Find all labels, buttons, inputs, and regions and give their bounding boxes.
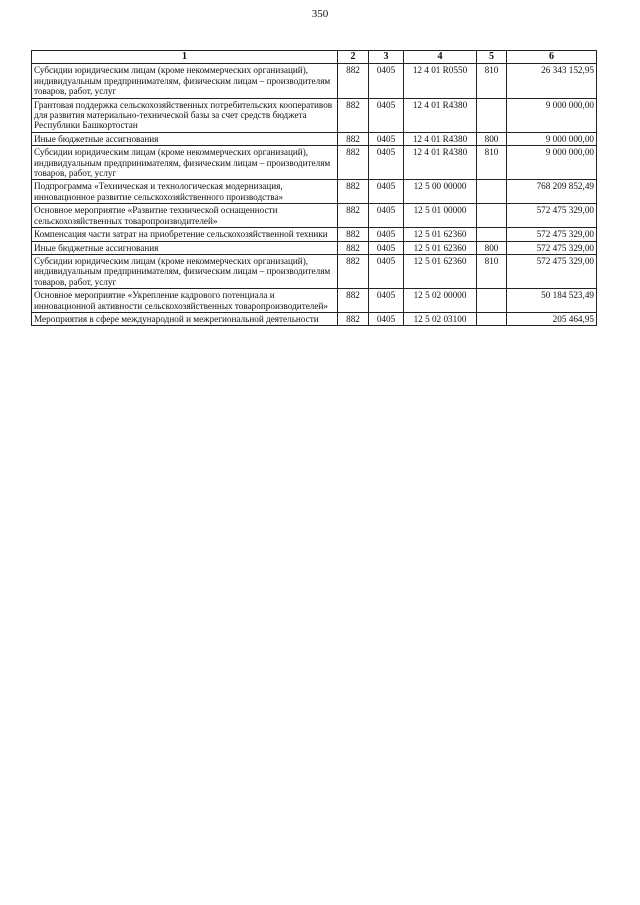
section-code-cell: 0405 <box>369 204 404 228</box>
row-name-cell: Мероприятия в сфере международной и межрегиональной деятельности <box>32 312 338 325</box>
amount-cell: 572 475 329,00 <box>507 228 597 241</box>
column-header: 4 <box>404 51 477 64</box>
expense-type-cell <box>477 228 507 241</box>
table-row <box>32 254 597 288</box>
ministry-code-cell: 882 <box>338 204 369 228</box>
table-row <box>32 180 597 204</box>
section-code-cell: 0405 <box>369 64 404 98</box>
target-article-cell: 12 5 01 00000 <box>404 204 477 228</box>
table-row <box>32 146 597 180</box>
ministry-code-cell: 882 <box>338 180 369 204</box>
table-row <box>32 204 597 228</box>
ministry-code-cell: 882 <box>338 228 369 241</box>
target-article-cell: 12 4 01 R4380 <box>404 132 477 145</box>
amount-cell: 768 209 852,49 <box>507 180 597 204</box>
row-name-cell: Субсидии юридическим лицам (кроме некоммерческих организаций), индивидуальным предпринимателям, физическим лицам – производителям товаров, работ, услуг <box>32 146 338 180</box>
section-code-cell: 0405 <box>369 98 404 132</box>
ministry-code-cell: 882 <box>338 289 369 313</box>
column-header: 2 <box>338 51 369 64</box>
column-header: 5 <box>477 51 507 64</box>
row-name-cell: Основное мероприятие «Развитие технической оснащенности сельскохозяйственных товаропроизводителей» <box>32 204 338 228</box>
ministry-code-cell: 882 <box>338 254 369 288</box>
ministry-code-cell: 882 <box>338 312 369 325</box>
target-article-cell: 12 5 00 00000 <box>404 180 477 204</box>
table-row <box>32 132 597 145</box>
ministry-code-cell: 882 <box>338 98 369 132</box>
row-name-cell: Иные бюджетные ассигнования <box>32 132 338 145</box>
column-header: 1 <box>32 51 338 64</box>
ministry-code-cell: 882 <box>338 146 369 180</box>
section-code-cell: 0405 <box>369 254 404 288</box>
row-name-cell: Иные бюджетные ассигнования <box>32 241 338 254</box>
expense-type-cell <box>477 204 507 228</box>
column-header: 6 <box>507 51 597 64</box>
expense-type-cell: 800 <box>477 132 507 145</box>
amount-cell: 572 475 329,00 <box>507 204 597 228</box>
expense-type-cell <box>477 180 507 204</box>
target-article-cell: 12 4 01 R4380 <box>404 98 477 132</box>
section-code-cell: 0405 <box>369 241 404 254</box>
table-row <box>32 228 597 241</box>
row-name-cell: Подпрограмма «Техническая и технологическая модернизация, инновационное развитие сельскохозяйственного производства» <box>32 180 338 204</box>
target-article-cell: 12 5 02 00000 <box>404 289 477 313</box>
table-row <box>32 289 597 313</box>
section-code-cell: 0405 <box>369 228 404 241</box>
expense-type-cell: 810 <box>477 64 507 98</box>
expense-type-cell: 800 <box>477 241 507 254</box>
expense-type-cell <box>477 98 507 132</box>
ministry-code-cell: 882 <box>338 241 369 254</box>
amount-cell: 9 000 000,00 <box>507 146 597 180</box>
table-row <box>32 312 597 325</box>
table-header-row <box>32 51 597 64</box>
amount-cell: 9 000 000,00 <box>507 98 597 132</box>
table-row <box>32 241 597 254</box>
budget-table <box>31 50 597 326</box>
expense-type-cell <box>477 312 507 325</box>
amount-cell: 50 184 523,49 <box>507 289 597 313</box>
row-name-cell: Основное мероприятие «Укрепление кадрового потенциала и инновационной активности сельскохозяйственных товаропроизводителей» <box>32 289 338 313</box>
amount-cell: 205 464,95 <box>507 312 597 325</box>
ministry-code-cell: 882 <box>338 132 369 145</box>
section-code-cell: 0405 <box>369 146 404 180</box>
row-name-cell: Грантовая поддержка сельскохозяйственных потребительских кооперативов для развития материально-технической базы за счет средств бюджета Республики Башкортостан <box>32 98 338 132</box>
expense-type-cell: 810 <box>477 254 507 288</box>
ministry-code-cell: 882 <box>338 64 369 98</box>
expense-type-cell <box>477 289 507 313</box>
table-row <box>32 64 597 98</box>
amount-cell: 9 000 000,00 <box>507 132 597 145</box>
expense-type-cell: 810 <box>477 146 507 180</box>
section-code-cell: 0405 <box>369 132 404 145</box>
amount-cell: 572 475 329,00 <box>507 241 597 254</box>
target-article-cell: 12 5 01 62360 <box>404 228 477 241</box>
page-number: 350 <box>311 8 329 20</box>
target-article-cell: 12 5 01 62360 <box>404 241 477 254</box>
row-name-cell: Компенсация части затрат на приобретение сельскохозяйственной техники <box>32 228 338 241</box>
section-code-cell: 0405 <box>369 289 404 313</box>
column-header: 3 <box>369 51 404 64</box>
row-name-cell: Субсидии юридическим лицам (кроме некоммерческих организаций), индивидуальным предпринимателям, физическим лицам – производителям товаров, работ, услуг <box>32 254 338 288</box>
target-article-cell: 12 4 01 R0550 <box>404 64 477 98</box>
target-article-cell: 12 5 01 62360 <box>404 254 477 288</box>
amount-cell: 572 475 329,00 <box>507 254 597 288</box>
table-row <box>32 98 597 132</box>
amount-cell: 26 343 152,95 <box>507 64 597 98</box>
target-article-cell: 12 5 02 03100 <box>404 312 477 325</box>
section-code-cell: 0405 <box>369 312 404 325</box>
target-article-cell: 12 4 01 R4380 <box>404 146 477 180</box>
row-name-cell: Субсидии юридическим лицам (кроме некоммерческих организаций), индивидуальным предпринимателям, физическим лицам – производителям товаров, работ, услуг <box>32 64 338 98</box>
section-code-cell: 0405 <box>369 180 404 204</box>
